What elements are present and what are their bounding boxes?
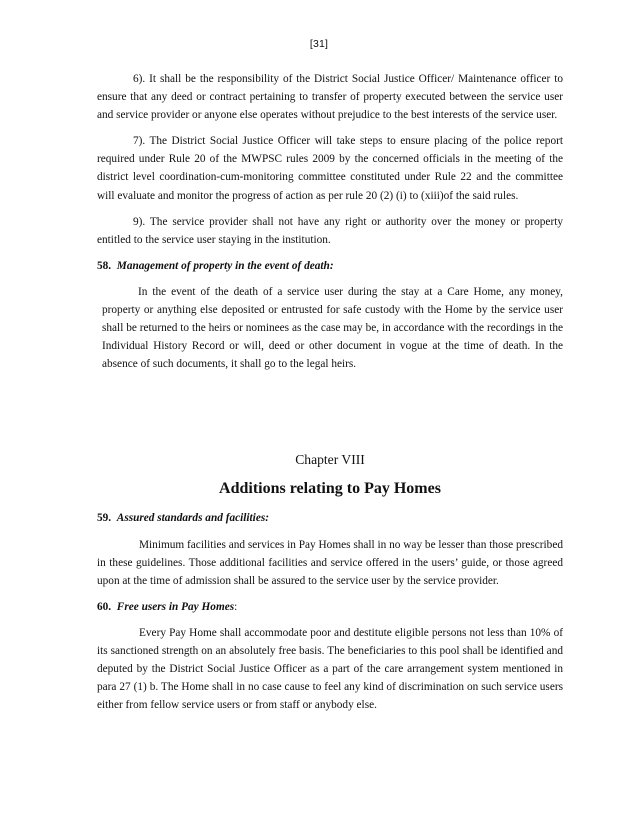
- section-58-body: In the event of the death of a service user during the stay at a Care Home, any money, property or anything else deposited or entrusted for safe custody with the Home by the service user shall be returned to the heirs or nominees as the case may be, in accordance with the recordings in the Individual History Record or will, deed or other document in vogue at the time of death. In the absence of such documents, it shall go to the legal heirs.: [102, 285, 563, 371]
- section-60-body: Every Pay Home shall accommodate poor and destitute eligible persons not less than 10% of its sanctioned strength on an absolutely free basis. The beneficiaries to this pool shall be identified and deputed by the District Social Justice Officer as a part of the care arrangement system mentioned in para 27 (1) b. The Home shall in no case cause to feel any kind of discrimination on such service users either from fellow service users or from staff or anybody else.: [97, 626, 563, 712]
- chapter-label: Chapter VIII: [295, 452, 365, 468]
- page-number: [31]: [309, 38, 329, 50]
- section-60-number: 60.: [97, 600, 112, 613]
- section-60-colon: :: [234, 600, 238, 613]
- section-59-heading: [97, 509, 563, 527]
- section-59-body: Minimum facilities and services in Pay Homes shall in no way be lesser than those prescribed in these guidelines. Those additional facilities and service offered in the users’ guide, or those agreed upon at the time of admission shall be assured to the service user by the service provider.: [97, 538, 563, 587]
- chapter-title: Additions relating to Pay Homes: [219, 480, 441, 498]
- section-58-title: Management of property in the event of death:: [116, 259, 334, 272]
- section-59-title: Assured standards and facilities:: [116, 512, 269, 525]
- section-58-heading: [97, 257, 563, 275]
- paragraph-9: 9). The service provider shall not have any right or authority over the money or property entitled to the service user staying in the institution.: [97, 215, 563, 246]
- section-60-title: Free users in Pay Homes: [116, 600, 235, 613]
- section-60-heading: [97, 598, 563, 616]
- section-58-number: 58.: [97, 259, 112, 272]
- paragraph-6: 6). It shall be the responsibility of the District Social Justice Officer/ Maintenance officer to ensure that any deed or contract pertaining to transfer of property executed between the service user and service provider or anyone else operates without prejudice to the best interests of the service user.: [97, 73, 563, 122]
- paragraph-7: 7). The District Social Justice Officer will take steps to ensure placing of the police report required under Rule 20 of the MWPSC rules 2009 by the concerned officials in the meeting of the district level coordination-cum-monitoring committee constituted under Rule 22 and the committee will evaluate and monitor the progress of action as per rule 20 (2) (i) to (xiii)of the said rules.: [97, 135, 563, 202]
- page-content: [97, 70, 563, 714]
- section-59-number: 59.: [97, 512, 112, 525]
